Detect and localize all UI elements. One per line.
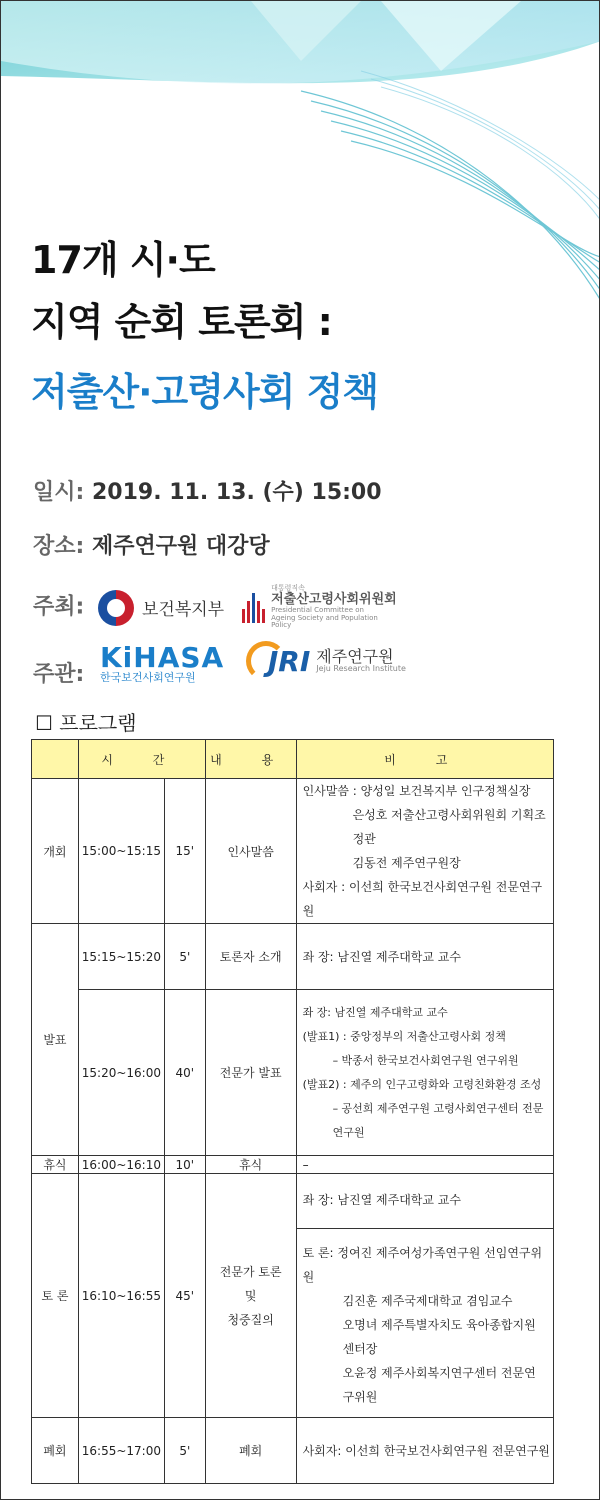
time-cell: 15:00~15:15 (78, 779, 164, 924)
content-cell: 전문가 발표 (205, 990, 296, 1156)
table-row (32, 779, 554, 924)
section-cell: 토 론 (32, 1174, 79, 1418)
content-cell: 토론자 소개 (205, 924, 296, 990)
header-content: 내 용 (205, 740, 296, 779)
notes-cell: 좌 장: 남진열 제주대학교 교수 (발표1) : 중앙정부의 저출산고령사회 정책 – 박종서 한국보건사회연구원 연구위원 (발표2) : 제주의 인구고령화와 고령친화환경 조성 – 공선희 제주연구원 고령사회연구센터 전문연구원 (296, 990, 553, 1156)
taegeuk-icon (98, 590, 134, 626)
mohw-logo (98, 590, 224, 626)
duration-cell: 40' (164, 990, 205, 1156)
header-notes: 비 고 (296, 740, 553, 779)
notes-cell: 좌 장: 남진열 제주대학교 교수 (296, 924, 553, 990)
date-row (33, 475, 382, 506)
duration-cell: 45' (164, 1174, 205, 1418)
notes-cell: 사회자: 이선희 한국보건사회연구원 전문연구원 (296, 1418, 553, 1484)
section-cell: 개회 (32, 779, 79, 924)
host-row (33, 585, 397, 630)
jri-logo (246, 641, 406, 681)
pcap-bars-icon (242, 593, 265, 623)
content-cell: 전문가 토론 및 청중질의 (205, 1174, 296, 1418)
section-cell: 폐회 (32, 1418, 79, 1484)
content-cell: 인사말씀 (205, 779, 296, 924)
kihasa-subtitle: 한국보건사회연구원 (99, 671, 196, 684)
host2-name: 저출산고령사회위원회 (271, 591, 397, 607)
date-value: 2019. 11. 13. (수) 15:00 (91, 480, 382, 505)
notes-cell: – (296, 1156, 553, 1174)
notes-cell: 인사말씀 : 양성일 보건복지부 인구정책실장 은성호 저출산고령사회위원회 기획조정관 김동전 제주연구원장 사회자 : 이선희 한국보건사회연구원 전문연구원 (296, 779, 553, 924)
content-cell: 휴식 (205, 1156, 296, 1174)
time-cell: 16:00~16:10 (78, 1156, 164, 1174)
kihasa-wordmark: KiHASA (99, 641, 225, 674)
duration-cell: 5' (164, 1418, 205, 1484)
title-line-2: 지역 순회 토론회 : (31, 300, 332, 344)
time-cell: 16:55~17:00 (78, 1418, 164, 1484)
jri-wordmark: JRI (267, 644, 311, 678)
table-row (32, 1156, 554, 1174)
section-cell: 발표 (32, 924, 79, 1156)
table-header-row (32, 740, 554, 779)
program-heading: ☐ 프로그램 (35, 711, 137, 735)
jri-name: 제주연구원 (316, 646, 394, 666)
program-table (31, 739, 554, 1484)
host-label: 주최: (33, 594, 85, 620)
duration-cell: 5' (164, 924, 205, 990)
place-value: 제주연구원 대강당 (91, 534, 270, 559)
table-row (32, 990, 554, 1156)
header-time: 시 간 (78, 740, 205, 779)
pcap-logo (242, 585, 397, 630)
organizer-row (33, 641, 406, 688)
date-label: 일시: (33, 480, 85, 505)
place-label: 장소: (33, 534, 85, 559)
host2-small-en: Presidential Committee on Ageing Society and Population Policy (271, 605, 378, 630)
host1-name: 보건복지부 (141, 600, 225, 621)
host2-small-top: 대통령직속 (271, 584, 305, 592)
table-row (32, 1418, 554, 1484)
table-row (32, 924, 554, 990)
title-line-3: 저출산·고령사회 정책 (31, 370, 379, 414)
title-line-1: 17개 시·도 (31, 238, 215, 282)
jri-english: Jeju Research Institute (316, 664, 406, 674)
duration-cell: 10' (164, 1156, 205, 1174)
table-row (32, 1174, 554, 1418)
notes-cell: 좌 장: 남진열 제주대학교 교수 토 론: 정여진 제주여성가족연구원 선임연구위원 김진훈 제주국제대학교 겸임교수 오명녀 제주특별자치도 육아종합지원센터장 오윤정 제주사회복지연구센터 전문연구위원 (296, 1174, 553, 1418)
content-cell: 폐회 (205, 1418, 296, 1484)
time-cell: 15:15~15:20 (78, 924, 164, 990)
duration-cell: 15' (164, 779, 205, 924)
time-cell: 15:20~16:00 (78, 990, 164, 1156)
section-cell: 휴식 (32, 1156, 79, 1174)
place-row (33, 529, 270, 560)
time-cell: 16:10~16:55 (78, 1174, 164, 1418)
kihasa-logo (99, 641, 225, 684)
organizer-label: 주관: (33, 662, 85, 687)
